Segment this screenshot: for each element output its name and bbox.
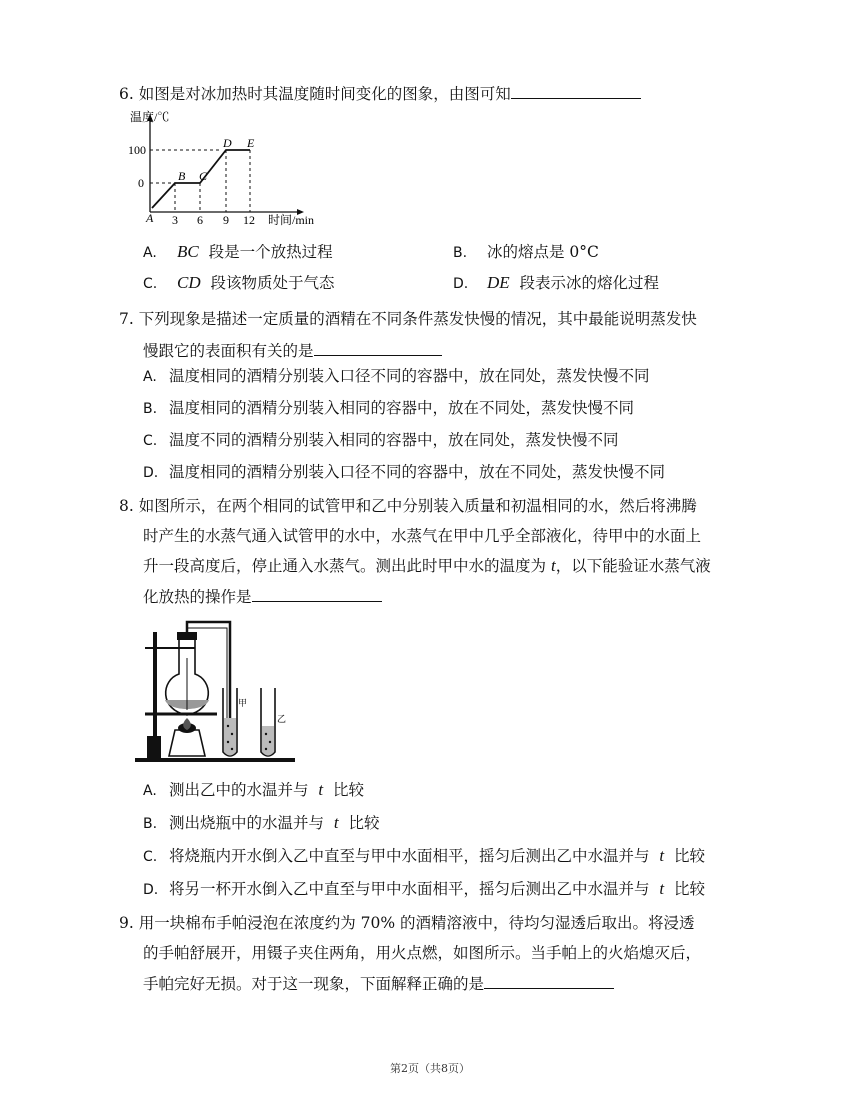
q6-option-b[interactable]: B. 冰的熔点是 0°C [453,243,599,261]
q8-label-yi: 乙 [277,714,287,724]
q6-xtick-9: 9 [223,213,229,227]
q6-point-d: D [223,136,232,150]
q8-option-c[interactable]: C. 将烧瓶内开水倒入乙中直至与甲中水面相平，摇匀后测出乙中水温并与 t 比较 [143,846,705,865]
q6-point-e: E [247,136,255,150]
q9-stem-line3: 手帕完好无损。对于这一现象，下面解释正确的是 [143,972,614,994]
q7-option-c[interactable]: C. 温度不同的酒精分别装入相同的容器中，放在同处，蒸发快慢不同 [143,431,619,449]
q6-xlabel: 时间/min [268,213,315,227]
q8-stem-line2: 时产生的水蒸气通入试管甲的水中，水蒸气在甲中几乎全部液化，待甲中的水面上 [143,527,702,545]
q6-stem [119,82,641,104]
q6-point-c: C [199,169,208,183]
q9-stem-line1: 9. 用一块棉布手帕浸泡在浓度约为 70% 的酒精溶液中，待均匀湿透后取出。将浸透 [119,914,695,932]
q6-option-a[interactable]: A. BC 段是一个放热过程 [143,242,333,261]
page-footer: 第2页（共8页） [390,1062,470,1075]
q8-stem-line3: 升一段高度后，停止通入水蒸气。测出此时甲中水的温度为 t，以下能验证水蒸气液 [143,556,711,575]
q6-temperature-graph [130,108,340,226]
q6-answer-blank[interactable] [511,82,641,99]
q6-xtick-6: 6 [197,213,203,227]
q8-option-b[interactable]: B. 测出烧瓶中的水温并与 t 比较 [143,813,380,832]
q6-ytick-100: 100 [128,143,146,157]
q8-stem-line4: 化放热的操作是 [143,585,382,607]
q8-apparatus-figure [135,618,300,766]
q7-option-d[interactable]: D. 温度相同的酒精分别装入口径不同的容器中，放在不同处，蒸发快慢不同 [143,463,666,481]
q8-label-jia: 甲 [238,698,248,708]
q6-ylabel: 温度/℃ [130,110,170,124]
q6-stem-text: 6. 如图是对冰加热时其温度随时间变化的图象，由图可知 [119,85,511,103]
q7-stem-line1: 7. 下列现象是描述一定质量的酒精在不同条件蒸发快慢的情况，其中最能说明蒸发快 [119,310,697,328]
q9-stem-line2: 的手帕舒展开，用镊子夹住两角，用火点燃，如图所示。当手帕上的火焰熄灭后， [143,944,702,962]
q7-stem-line2: 慢跟它的表面积有关的是 [143,339,442,361]
q7-option-b[interactable]: B. 温度相同的酒精分别装入相同的容器中，放在不同处，蒸发快慢不同 [143,399,635,417]
q8-option-d[interactable]: D. 将另一杯开水倒入乙中直至与甲中水面相平，摇匀后测出乙中水温并与 t 比较 [143,879,705,898]
q6-ytick-0: 0 [138,176,144,190]
q6-option-c[interactable]: C. CD 段该物质处于气态 [143,273,335,292]
q6-option-d[interactable]: D. DE 段表示冰的熔化过程 [453,273,660,292]
q7-answer-blank[interactable] [314,339,442,356]
q8-stem-line1: 8. 如图所示，在两个相同的试管甲和乙中分别装入质量和初温相同的水，然后将沸腾 [119,497,697,515]
q9-answer-blank[interactable] [484,972,614,989]
q6-xtick-3: 3 [172,213,178,227]
q7-option-a[interactable]: A. 温度相同的酒精分别装入口径不同的容器中，放在同处，蒸发快慢不同 [143,367,650,385]
q6-xtick-12: 12 [243,213,255,227]
q6-point-b: B [178,169,186,183]
q8-option-a[interactable]: A. 测出乙中的水温并与 t 比较 [143,780,364,799]
q8-answer-blank[interactable] [252,585,382,602]
q6-point-a: A [146,211,154,225]
